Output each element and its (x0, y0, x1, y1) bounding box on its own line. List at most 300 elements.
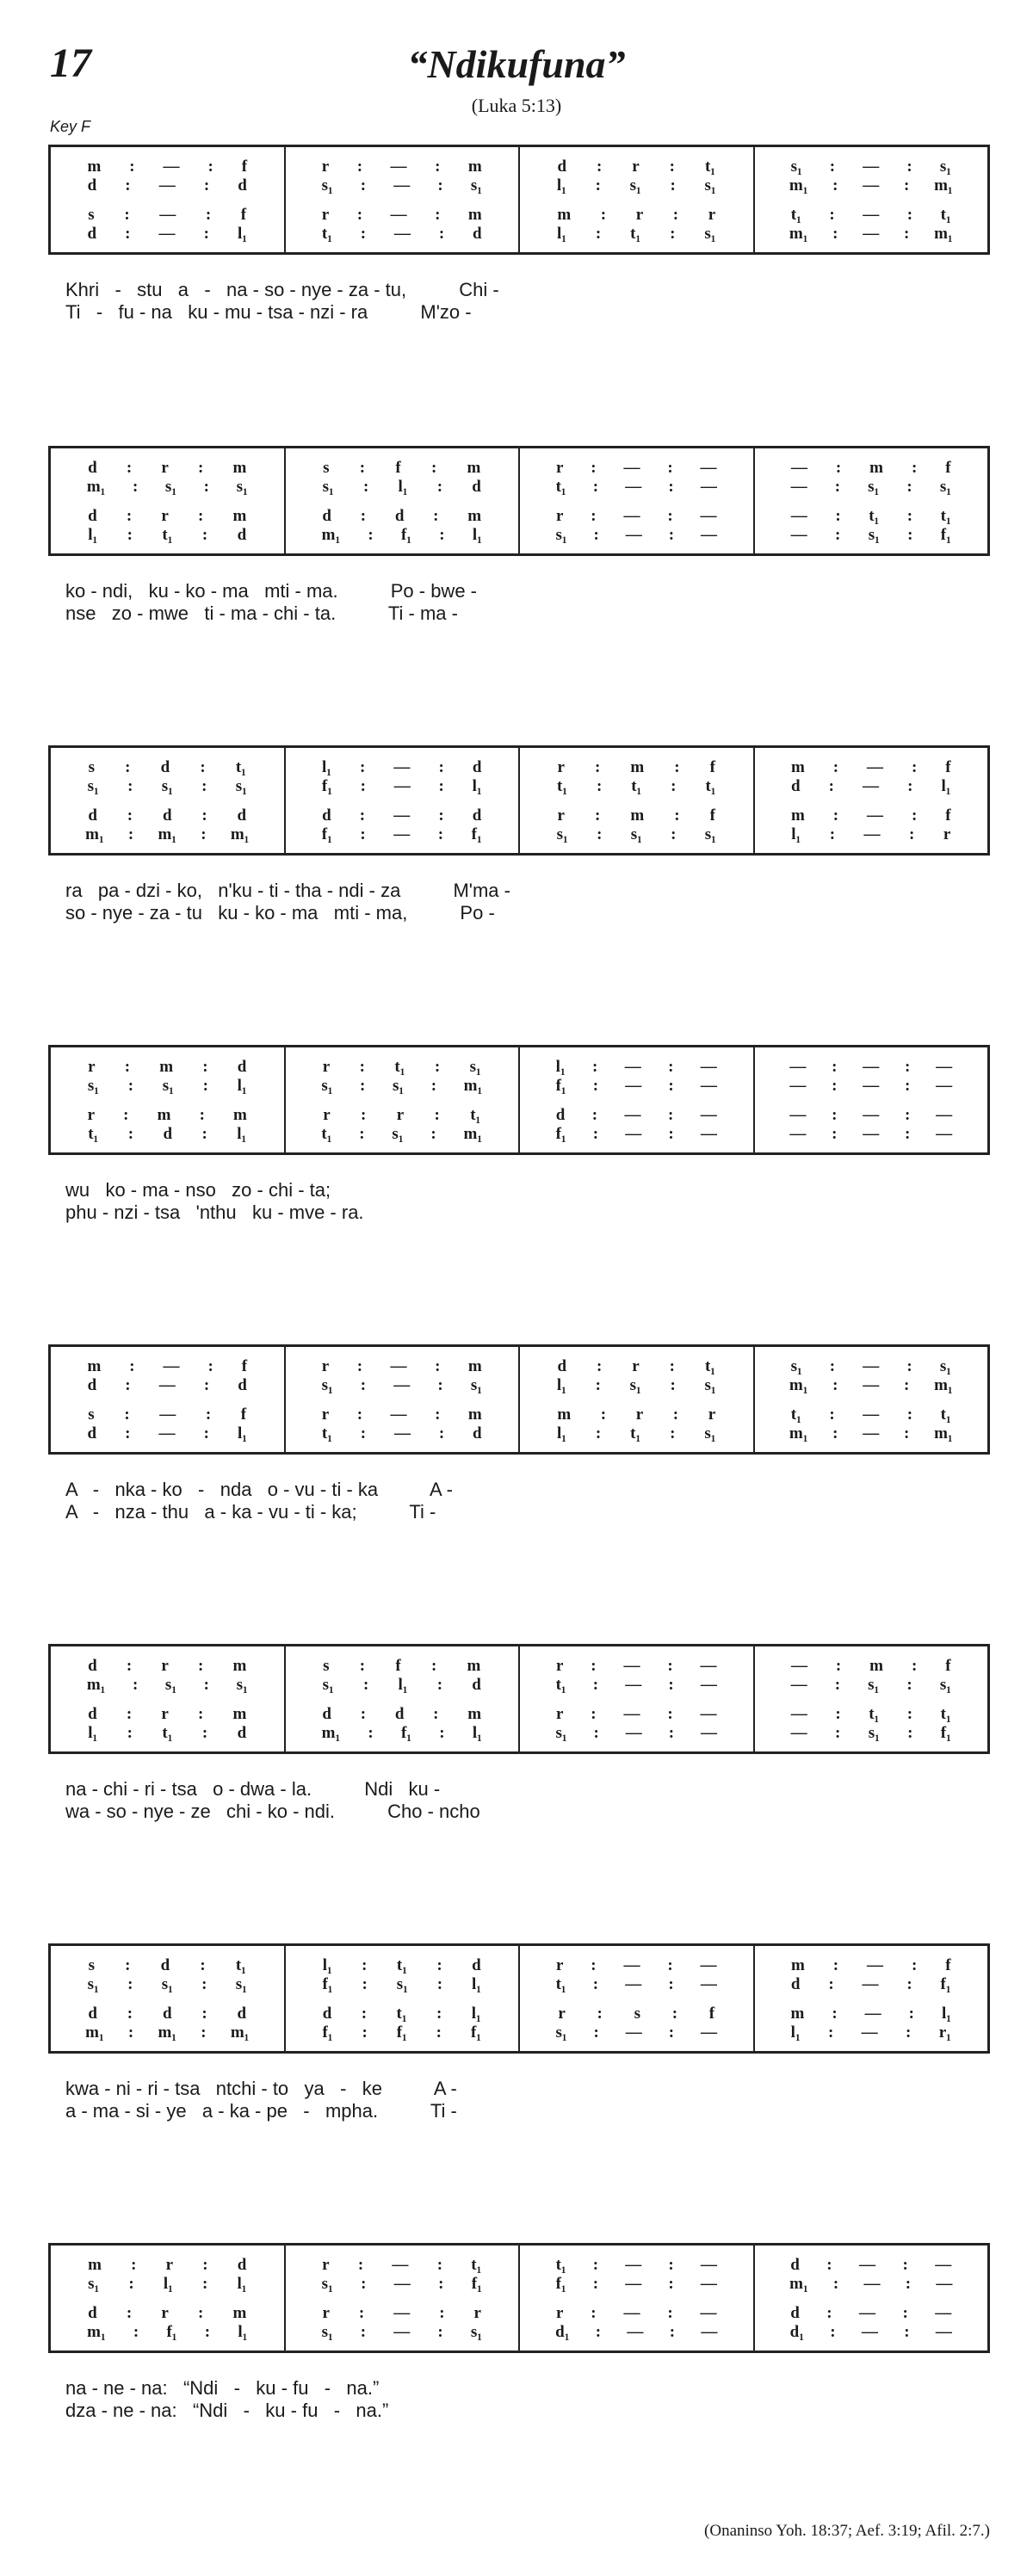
solfa-note: r (555, 2304, 564, 2322)
solfa-note: : (205, 1405, 212, 1424)
solfa-note: d (237, 1058, 247, 1076)
solfa-note: f₁ (471, 825, 482, 843)
solfa-note: : (669, 1357, 675, 1375)
solfa-note: s₁ (87, 777, 99, 795)
solfa-note: : (597, 158, 603, 176)
solfa-note: r (322, 2304, 330, 2322)
solfa-note: r (635, 206, 644, 224)
solfa-note: d (237, 2256, 247, 2274)
voice-row (755, 1376, 988, 1395)
solfa-note: : (667, 1657, 673, 1675)
voice-row (520, 1956, 753, 1975)
voice-row (286, 825, 519, 844)
solfa-note: d (162, 806, 172, 825)
solfa-note: : (591, 507, 597, 525)
solfa-note: — (790, 1676, 807, 1694)
solfa-note: : (362, 2023, 368, 2042)
solfa-note: s (88, 1956, 95, 1974)
solfa-note: : (668, 478, 674, 496)
solfa-note: r (555, 507, 564, 525)
staff-box (48, 2243, 990, 2353)
solfa-note: s (323, 459, 330, 477)
solfa-note: : (908, 2005, 914, 2023)
solfa-note: — (393, 2275, 411, 2293)
solfa-note: m₁ (87, 2323, 106, 2341)
solfa-note: : (829, 206, 835, 224)
solfa-note: r (557, 758, 565, 776)
solfa-note: m (87, 1357, 102, 1375)
solfa-note: : (668, 1058, 674, 1076)
solfa-note: — (863, 1058, 880, 1076)
voice-row (51, 1106, 284, 1125)
solfa-note: : (826, 2304, 832, 2322)
voice-row (520, 1125, 753, 1144)
solfa-note: — (623, 1705, 640, 1723)
solfa-note: : (436, 2256, 443, 2274)
solfa-note: f₁ (322, 1975, 333, 1993)
solfa-note: l₁ (88, 526, 98, 544)
solfa-note: m (87, 158, 102, 176)
voice-row (51, 1125, 284, 1144)
voice-row (520, 526, 753, 545)
solfa-note: : (436, 1956, 442, 1974)
solfa-note: : (911, 459, 918, 477)
solfa-note: : (903, 1376, 910, 1394)
solfa-note: — (863, 1357, 880, 1375)
voice-row (51, 1657, 284, 1676)
solfa-note: — (700, 2304, 717, 2322)
solfa-note: : (437, 176, 443, 195)
voice-row (755, 1705, 988, 1724)
voice-row (51, 459, 284, 478)
solfa-note: — (393, 758, 411, 776)
voice-row (286, 2304, 519, 2323)
solfa-note: r (161, 507, 169, 525)
solfa-note: s₁ (161, 1975, 173, 1993)
voice-row (755, 758, 988, 777)
solfa-note: r (321, 1357, 330, 1375)
voice-row (520, 158, 753, 176)
solfa-note: s₁ (321, 1077, 333, 1095)
solfa-note: — (700, 1106, 717, 1124)
solfa-note: d (88, 806, 97, 825)
solfa-note: r (322, 1058, 331, 1076)
solfa-note: : (674, 806, 680, 825)
solfa-note: : (360, 176, 367, 195)
solfa-note: r (943, 825, 951, 843)
solfa-note: : (201, 777, 207, 795)
solfa-note: f (241, 158, 248, 176)
solfa-note: — (863, 1106, 880, 1124)
solfa-note: l₁ (163, 2275, 173, 2293)
voice-row (51, 478, 284, 497)
solfa-note: : (360, 2323, 367, 2341)
solfa-note: : (124, 1058, 131, 1076)
solfa-note: : (437, 1376, 443, 1394)
solfa-note: : (668, 1077, 674, 1095)
solfa-note: : (356, 1405, 363, 1424)
solfa-note: s₁ (939, 1676, 951, 1694)
solfa-note: : (835, 459, 842, 477)
solfa-note: s₁ (236, 478, 248, 496)
voice-row (755, 225, 988, 244)
solfa-note: f₁ (321, 825, 332, 843)
solfa-note: : (201, 825, 207, 843)
solfa-note: : (127, 1077, 134, 1095)
solfa-note: d (237, 2005, 247, 2023)
solfa-note: : (201, 2275, 208, 2293)
solfa-note: : (361, 2005, 368, 2023)
solfa-note: : (667, 2304, 673, 2322)
solfa-note: t₁ (869, 1705, 880, 1723)
solfa-note: : (362, 478, 369, 496)
solfa-note: : (907, 1724, 913, 1742)
solfa-note: : (201, 806, 207, 825)
solfa-note: — (393, 806, 411, 825)
solfa-note: s (88, 206, 95, 224)
solfa-note: d (472, 478, 481, 496)
solfa-note: m (157, 1106, 171, 1124)
voice-row (755, 2023, 988, 2042)
solfa-note: — (862, 1975, 879, 1993)
solfa-note: : (125, 176, 131, 195)
voice-row (286, 806, 519, 825)
solfa-note: m (467, 1405, 482, 1424)
solfa-note: : (127, 2023, 134, 2042)
voice-row (51, 1077, 284, 1096)
solfa-note: — (393, 1424, 411, 1442)
voice-row (286, 1676, 519, 1695)
solfa-note: s₁ (555, 1724, 567, 1742)
solfa-note: — (936, 2275, 953, 2293)
solfa-note: — (700, 1125, 717, 1143)
solfa-note: : (674, 758, 680, 776)
staff-box (48, 1943, 990, 2054)
voice-row (51, 1724, 284, 1743)
solfa-note: : (832, 1376, 838, 1394)
measure (520, 2246, 755, 2351)
solfa-note: s₁ (164, 1676, 177, 1694)
measure (755, 2246, 988, 2351)
solfa-note: d (88, 1705, 97, 1723)
voice-row (755, 1424, 988, 1443)
solfa-note: f (395, 1657, 401, 1675)
solfa-note: f₁ (321, 777, 332, 795)
solfa-note: l₁ (941, 777, 951, 795)
solfa-note: — (936, 1077, 953, 1095)
solfa-note: r (322, 2256, 330, 2274)
solfa-note: : (127, 1724, 133, 1742)
measure (520, 748, 755, 853)
solfa-note: r (161, 459, 169, 477)
solfa-note: t₁ (630, 225, 641, 243)
voice-row (755, 2275, 988, 2294)
solfa-note: — (393, 2304, 411, 2322)
solfa-note: m (790, 758, 805, 776)
solfa-note: : (201, 1975, 207, 1993)
measure (286, 1347, 521, 1452)
solfa-note: : (668, 526, 675, 544)
solfa-note: : (356, 206, 363, 224)
solfa-note: l₁ (556, 1376, 566, 1394)
solfa-note: — (863, 1125, 880, 1143)
solfa-note: : (834, 478, 841, 496)
solfa-note: — (861, 2023, 878, 2042)
solfa-note: : (903, 1424, 910, 1442)
solfa-note: : (203, 1376, 210, 1394)
solfa-note: : (906, 1405, 913, 1424)
solfa-note: — (789, 1077, 807, 1095)
solfa-note: l₁ (237, 1424, 247, 1442)
voice-row (520, 1058, 753, 1077)
solfa-note: t₁ (88, 1125, 99, 1143)
lyrics (65, 2078, 978, 2122)
solfa-note: m₁ (158, 825, 177, 843)
solfa-note: — (789, 1125, 807, 1143)
solfa-note: : (430, 1077, 437, 1095)
solfa-note: m (467, 1705, 482, 1723)
solfa-note: : (202, 1058, 208, 1076)
solfa-note: — (158, 1376, 176, 1394)
lyric-line: ko - ndi, ku - ko - ma mti - ma. Po - bwe - (65, 580, 477, 602)
solfa-note: t₁ (705, 777, 716, 795)
solfa-note: — (863, 176, 880, 195)
solfa-note: s₁ (939, 158, 951, 176)
solfa-note: — (790, 526, 807, 544)
voice-row (51, 777, 284, 796)
solfa-note: f₁ (555, 2275, 566, 2293)
measure (286, 2246, 521, 2351)
solfa-note: : (832, 758, 839, 776)
solfa-note: r (708, 1405, 716, 1424)
solfa-note: — (859, 2304, 876, 2322)
solfa-note: m₁ (321, 1724, 341, 1742)
solfa-note: — (163, 1357, 180, 1375)
solfa-note: — (625, 2275, 642, 2293)
voice-row (51, 2023, 284, 2042)
measure (51, 448, 286, 553)
lyric-line: na - chi - ri - tsa o - dwa - la. Ndi ku - (65, 1778, 441, 1800)
solfa-note: — (863, 777, 880, 795)
voice-row (286, 1357, 519, 1376)
solfa-note: : (591, 1705, 597, 1723)
solfa-note: — (863, 1376, 880, 1394)
solfa-note: : (362, 1975, 368, 1993)
voice-row (520, 1676, 753, 1695)
solfa-note: m (159, 1058, 174, 1076)
solfa-note: r (632, 158, 640, 176)
solfa-note: : (437, 825, 444, 843)
solfa-note: s (88, 758, 95, 776)
solfa-note: : (127, 1125, 134, 1143)
solfa-note: r (557, 806, 565, 825)
staff-box (48, 1344, 990, 1455)
measure (286, 448, 521, 553)
solfa-note: : (832, 2275, 839, 2293)
solfa-note: t₁ (940, 1405, 951, 1424)
solfa-note: : (906, 1676, 912, 1694)
solfa-note: r (396, 1106, 405, 1124)
solfa-note: s₁ (469, 1058, 481, 1076)
solfa-note: — (700, 1676, 717, 1694)
solfa-note: : (905, 1058, 911, 1076)
measure (520, 1347, 755, 1452)
solfa-note: — (700, 1975, 717, 1993)
solfa-note: : (828, 777, 834, 795)
solfa-note: — (625, 2256, 642, 2274)
solfa-note: : (201, 526, 208, 544)
solfa-note: r (87, 1106, 95, 1124)
solfa-note: s₁ (322, 1676, 334, 1694)
solfa-note: r (161, 1657, 169, 1675)
solfa-note: m₁ (158, 2023, 177, 2042)
solfa-note: : (903, 225, 910, 243)
voice-row (520, 806, 753, 825)
solfa-note: : (360, 1705, 367, 1723)
solfa-note: f₁ (555, 1125, 566, 1143)
solfa-note: — (863, 225, 880, 243)
voice-row (520, 1724, 753, 1743)
solfa-note: d (790, 1975, 801, 1993)
solfa-note: : (126, 459, 133, 477)
solfa-note: s₁ (322, 478, 334, 496)
solfa-note: t₁ (396, 1956, 407, 1974)
voice-row (755, 806, 988, 825)
solfa-note: : (595, 758, 601, 776)
solfa-note: : (832, 1424, 838, 1442)
solfa-note: : (902, 2256, 908, 2274)
solfa-note: : (668, 2023, 675, 2042)
voice-row (51, 526, 284, 545)
solfa-note: d (790, 2304, 800, 2322)
voice-row (51, 507, 284, 526)
solfa-note: m (790, 806, 805, 825)
solfa-note: f (945, 806, 951, 825)
solfa-note: d (472, 1676, 481, 1694)
solfa-note: : (829, 158, 836, 176)
solfa-note: : (198, 459, 204, 477)
solfa-note: t₁ (394, 1058, 405, 1076)
solfa-note: — (159, 1405, 176, 1424)
solfa-note: m₁ (85, 825, 104, 843)
solfa-note: f (240, 206, 247, 224)
solfa-note: : (125, 758, 131, 776)
solfa-note: — (700, 2275, 717, 2293)
solfa-note: : (591, 2304, 597, 2322)
solfa-note: : (907, 526, 913, 544)
solfa-note: : (593, 2023, 599, 2042)
solfa-note: t₁ (869, 507, 880, 525)
solfa-note: : (435, 158, 441, 176)
measure (51, 1347, 286, 1452)
solfa-note: : (127, 777, 133, 795)
solfa-note: — (863, 1424, 880, 1442)
solfa-note: : (668, 1125, 674, 1143)
solfa-note: m₁ (86, 1676, 106, 1694)
solfa-note: — (867, 758, 883, 776)
voice-row (286, 1424, 519, 1443)
solfa-note: m (790, 1956, 805, 1974)
solfa-note: : (906, 1357, 912, 1375)
staff-box (48, 446, 990, 556)
solfa-note: : (127, 806, 133, 825)
solfa-note: r (555, 1657, 564, 1675)
voice-row (286, 1956, 519, 1975)
voice-row (520, 1657, 753, 1676)
solfa-note: f₁ (322, 2023, 333, 2042)
lyric-line: phu - nzi - tsa 'nthu ku - mve - ra. (65, 1202, 364, 1223)
solfa-note: : (198, 1705, 204, 1723)
solfa-note: — (863, 2275, 881, 2293)
solfa-note: m₁ (85, 2023, 104, 2042)
solfa-note: : (832, 225, 838, 243)
lyrics (65, 880, 978, 924)
solfa-note: : (132, 478, 139, 496)
solfa-note: t₁ (555, 478, 566, 496)
solfa-note: s₁ (162, 1077, 174, 1095)
solfa-note: r (161, 1705, 169, 1723)
solfa-note: l₁ (398, 478, 408, 496)
solfa-note: s₁ (868, 478, 880, 496)
solfa-note: : (832, 1077, 838, 1095)
solfa-note: t₁ (321, 1424, 332, 1442)
solfa-note: : (670, 225, 676, 243)
voice-row (286, 1058, 519, 1077)
solfa-note: — (158, 1424, 176, 1442)
voice-row (51, 2275, 284, 2294)
solfa-note: s₁ (392, 1077, 405, 1095)
solfa-note: r (321, 1405, 330, 1424)
solfa-note: : (668, 1676, 674, 1694)
voice-row (51, 206, 284, 225)
solfa-note: f₁ (166, 2323, 177, 2341)
solfa-note: : (438, 806, 444, 825)
solfa-note: f₁ (940, 1724, 951, 1742)
voice-row (520, 2005, 753, 2023)
solfa-note: — (625, 1724, 642, 1742)
voice-row (755, 1357, 988, 1376)
solfa-note: — (700, 1956, 717, 1974)
solfa-note: s (323, 1657, 330, 1675)
solfa-note: : (669, 2323, 676, 2341)
solfa-note: m (232, 459, 247, 477)
solfa-note: s₁ (704, 176, 716, 195)
solfa-note: t₁ (630, 1424, 641, 1442)
measure (520, 1047, 755, 1152)
voice-row (755, 1724, 988, 1743)
voice-row (520, 1405, 753, 1424)
solfa-note: : (595, 1376, 601, 1394)
solfa-note: d (790, 2256, 800, 2274)
voice-row (286, 225, 519, 244)
solfa-note: — (864, 2005, 881, 2023)
solfa-note: l₁ (556, 225, 566, 243)
staff-box (48, 1644, 990, 1754)
voice-row (520, 2323, 753, 2342)
solfa-note: — (627, 2323, 644, 2341)
solfa-note: l₁ (555, 1058, 566, 1076)
solfa-note: — (158, 176, 176, 195)
solfa-note: d (88, 2005, 97, 2023)
solfa-note: — (700, 459, 717, 477)
solfa-note: m₁ (321, 526, 341, 544)
solfa-note: l₁ (322, 1956, 332, 1974)
solfa-note: : (198, 2304, 204, 2322)
measure (755, 448, 988, 553)
solfa-note: — (158, 225, 176, 243)
solfa-note: : (359, 459, 366, 477)
solfa-note: : (202, 2256, 208, 2274)
